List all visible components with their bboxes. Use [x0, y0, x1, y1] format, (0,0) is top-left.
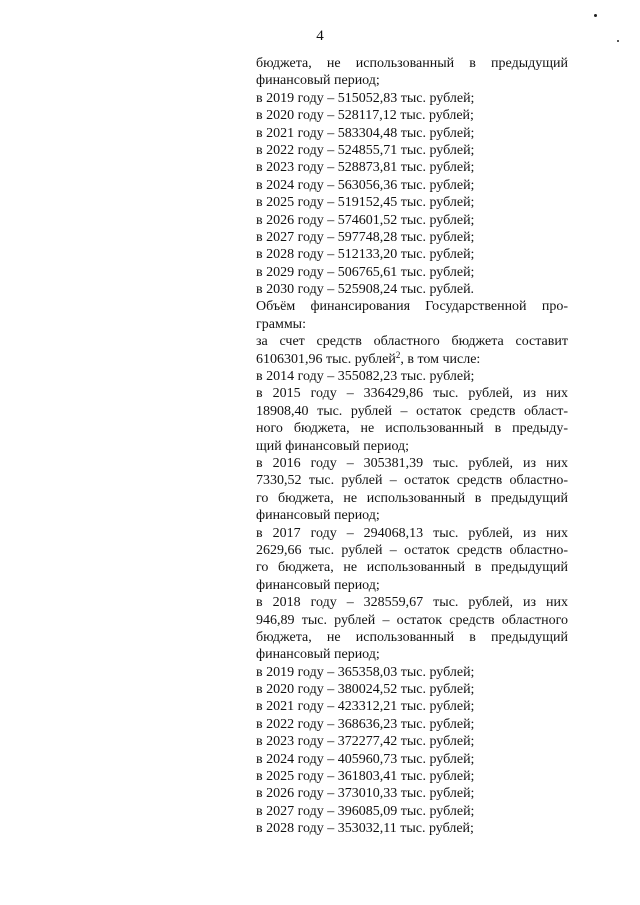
- text-line-content: в 2019 году – 365358,03 тыс. рублей;: [256, 664, 475, 680]
- text-line-content: 7330,52 тыс. рублей – остаток средств областно-: [256, 473, 568, 489]
- text-line: [256, 142, 568, 159]
- text-line: [256, 733, 568, 750]
- text-line: [256, 159, 568, 176]
- text-line-content: в 2026 году – 373010,33 тыс. рублей;: [256, 786, 475, 802]
- text-line-content: в 2016 году – 305381,39 тыс. рублей, из них: [256, 455, 568, 471]
- text-line-content: бюджета, не использованный в предыдущий: [256, 629, 568, 645]
- text-line-content: в 2025 году – 519152,45 тыс. рублей;: [256, 195, 475, 211]
- text-line-content: в 2028 году – 512133,20 тыс. рублей;: [256, 247, 475, 263]
- text-line: [256, 507, 568, 524]
- text-line-continuation: , в том числе:: [400, 351, 481, 367]
- text-line: [256, 768, 568, 785]
- text-line-content: финансовый период;: [256, 577, 380, 593]
- text-line-content: в 2024 году – 563056,36 тыс. рублей;: [256, 177, 475, 193]
- text-line: [256, 333, 568, 350]
- text-line: [256, 177, 568, 194]
- text-line: [256, 229, 568, 246]
- text-line-content: бюджета, не использованный в предыдущий: [256, 56, 568, 71]
- text-line: [256, 525, 568, 542]
- text-line-content: в 2020 году – 528117,12 тыс. рублей;: [256, 108, 474, 124]
- text-line-content: 6106301,96 тыс. рублей: [256, 351, 396, 367]
- text-line-content: в 2019 году – 515052,83 тыс. рублей;: [256, 90, 475, 106]
- text-line-content: в 2014 году – 355082,23 тыс. рублей;: [256, 369, 475, 385]
- text-column: [256, 55, 568, 838]
- text-line: [256, 385, 568, 402]
- text-line-content: щий финансовый период;: [256, 438, 410, 454]
- text-line: [256, 698, 568, 715]
- scan-speck: [594, 14, 597, 17]
- text-line-content: в 2027 году – 396085,09 тыс. рублей;: [256, 803, 475, 819]
- text-line: [256, 298, 568, 315]
- text-line-content: за счет средств областного бюджета составит: [256, 334, 568, 350]
- text-line: [256, 716, 568, 733]
- text-line-content: в 2017 году – 294068,13 тыс. рублей, из них: [256, 525, 568, 541]
- text-line-content: граммы:: [256, 316, 306, 332]
- text-line: [256, 212, 568, 229]
- scan-speck: [617, 40, 619, 42]
- text-line: [256, 264, 568, 281]
- text-line-content: в 2030 году – 525908,24 тыс. рублей.: [256, 282, 475, 298]
- text-line: [256, 490, 568, 507]
- text-line: [256, 90, 568, 107]
- text-line: [256, 281, 568, 298]
- text-line: [256, 420, 568, 437]
- text-line: [256, 785, 568, 802]
- text-line: [256, 455, 568, 472]
- text-line: [256, 125, 568, 142]
- text-line-content: в 2015 году – 336429,86 тыс. рублей, из них: [256, 386, 568, 402]
- text-line: [256, 559, 568, 576]
- text-line-content: 2629,66 тыс. рублей – остаток средств областно-: [256, 542, 568, 558]
- text-line-content: в 2022 году – 524855,71 тыс. рублей;: [256, 142, 475, 158]
- text-line-content: ного бюджета, не использованный в предыду-: [256, 421, 568, 437]
- text-line-content: Объём финансирования Государственной про-: [256, 299, 568, 315]
- text-line: [256, 803, 568, 820]
- text-line-content: го бюджета, не использованный в предыдущий: [256, 560, 568, 576]
- text-line-content: го бюджета, не использованный в предыдущий: [256, 490, 568, 506]
- text-line: [256, 107, 568, 124]
- text-line-content: в 2021 году – 423312,21 тыс. рублей;: [256, 699, 475, 715]
- text-line-content: финансовый период;: [256, 508, 380, 524]
- footnote-marker: 2: [395, 349, 401, 360]
- text-line: [256, 194, 568, 211]
- text-line-content: в 2027 году – 597748,28 тыс. рублей;: [256, 229, 475, 245]
- text-line: [256, 316, 568, 333]
- text-line-content: в 2018 году – 328559,67 тыс. рублей, из них: [256, 595, 568, 611]
- text-line-content: 946,89 тыс. рублей – остаток средств областного: [256, 612, 568, 628]
- text-line: [256, 629, 568, 646]
- text-line: [256, 820, 568, 837]
- text-line-content: в 2023 году – 528873,81 тыс. рублей;: [256, 160, 475, 176]
- text-line-content: финансовый период;: [256, 647, 380, 663]
- text-line-content: в 2025 году – 361803,41 тыс. рублей;: [256, 769, 475, 785]
- text-line: [256, 351, 568, 368]
- text-line-content: в 2022 году – 368636,23 тыс. рублей;: [256, 716, 475, 732]
- text-line-content: в 2024 году – 405960,73 тыс. рублей;: [256, 751, 475, 767]
- text-line: [256, 438, 568, 455]
- text-line-content: в 2020 году – 380024,52 тыс. рублей;: [256, 682, 475, 698]
- text-line-content: в 2023 году – 372277,42 тыс. рублей;: [256, 734, 475, 750]
- text-line-content: в 2028 году – 353032,11 тыс. рублей;: [256, 821, 474, 837]
- text-line: [256, 751, 568, 768]
- text-line: [256, 403, 568, 420]
- text-line: [256, 246, 568, 263]
- text-line-content: в 2029 году – 506765,61 тыс. рублей;: [256, 264, 475, 280]
- text-line: [256, 72, 568, 89]
- text-line: [256, 542, 568, 559]
- text-line: [256, 577, 568, 594]
- text-line-content: финансовый период;: [256, 73, 380, 89]
- text-line-content: в 2026 году – 574601,52 тыс. рублей;: [256, 212, 475, 228]
- text-line: [256, 612, 568, 629]
- text-line: [256, 368, 568, 385]
- text-line-content: в 2021 году – 583304,48 тыс. рублей;: [256, 125, 475, 141]
- text-line: [256, 646, 568, 663]
- text-line-content: 18908,40 тыс. рублей – остаток средств област-: [256, 403, 568, 419]
- text-line: [256, 594, 568, 611]
- page-number: 4: [316, 28, 324, 44]
- text-line: [256, 55, 568, 72]
- text-line: [256, 664, 568, 681]
- text-line: [256, 681, 568, 698]
- text-line: [256, 472, 568, 489]
